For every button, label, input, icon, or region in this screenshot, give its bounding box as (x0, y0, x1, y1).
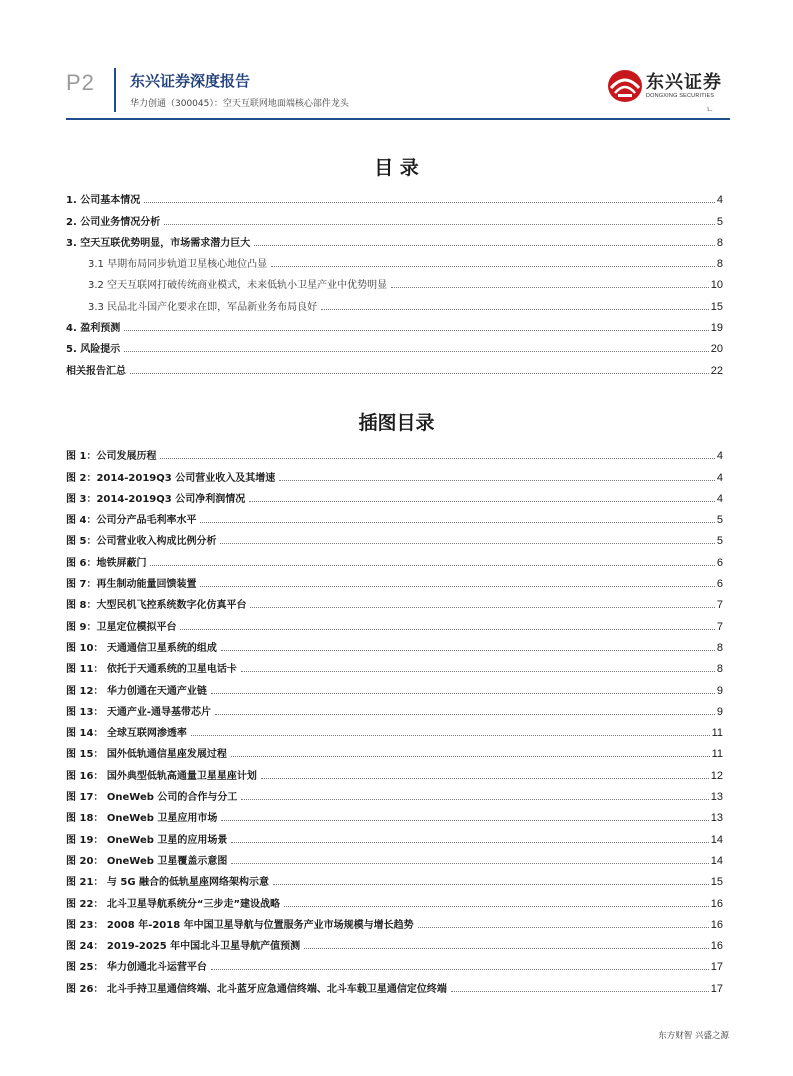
leader-dots (418, 926, 709, 928)
report-subtitle: 华力创通（300045）：空天互联网地面端核心部件龙头 (130, 99, 349, 109)
leader-dots (180, 628, 714, 630)
leader-dots (250, 606, 714, 608)
figure-entry-label: 图 5：公司营业收入构成比例分析 (66, 532, 218, 547)
figure-entry-label: 图 16： 国外典型低轨高通量卫星星座计划 (66, 767, 259, 782)
figure-entry[interactable] (66, 441, 723, 462)
figure-entry[interactable] (66, 952, 723, 973)
figure-entry-label: 图 3：2014-2019Q3 公司净利润情况 (66, 490, 247, 505)
leader-dots (273, 883, 709, 885)
figure-entry-label: 图 6：地铁屏蔽门 (66, 554, 148, 569)
figure-entry-label: 图 17： OneWeb 公司的合作与分工 (66, 788, 239, 803)
toc-entry-page: 15 (710, 300, 723, 313)
figure-entry-label: 图 14： 全球互联网渗透率 (66, 724, 189, 739)
toc-entry[interactable] (66, 355, 723, 376)
figure-entry-label: 图 11： 依托于天通系统的卫星电话卡 (66, 660, 239, 675)
leader-dots (221, 649, 715, 651)
figure-entry-page: 9 (716, 684, 723, 697)
leader-dots (304, 947, 709, 949)
toc-entry[interactable] (66, 270, 723, 291)
figure-entry-label: 图 15： 国外低轨通信星座发展过程 (66, 745, 229, 760)
leader-dots (191, 734, 710, 736)
figure-entry[interactable] (66, 526, 723, 547)
figure-entry-label: 图 1：公司发展历程 (66, 447, 158, 462)
toc-entry-page: 22 (710, 364, 723, 377)
figure-entry-page: 6 (716, 556, 723, 569)
figure-entry[interactable] (66, 547, 723, 568)
leader-dots (321, 308, 709, 310)
figure-entry-label: 图 7：再生制动能量回馈装置 (66, 575, 198, 590)
figure-entry[interactable] (66, 697, 723, 718)
figure-entry-label: 图 2：2014-2019Q3 公司营业收入及其增速 (66, 469, 277, 484)
footer-slogan: 东方财智 兴盛之源 (658, 1031, 729, 1041)
toc-entry-label: 相关报告汇总 (66, 362, 128, 377)
figure-entry-label: 图 12： 华力创通在天通产业链 (66, 682, 209, 697)
figure-entry[interactable] (66, 824, 723, 845)
leader-dots (220, 542, 714, 544)
figure-entry[interactable] (66, 484, 723, 505)
figure-entry[interactable] (66, 910, 723, 931)
leader-dots (200, 585, 714, 587)
toc-entry[interactable] (66, 334, 723, 355)
leader-dots (130, 372, 709, 374)
page-header (66, 62, 730, 120)
figure-entry[interactable] (66, 611, 723, 632)
leader-dots (144, 201, 715, 203)
logo-chinese-name: 东兴证券 (646, 72, 722, 93)
header-divider (114, 68, 116, 112)
toc-entry-page: 8 (716, 236, 723, 249)
figure-entry[interactable] (66, 569, 723, 590)
toc-entry[interactable] (66, 291, 723, 312)
leader-dots (221, 819, 708, 821)
figure-entry[interactable] (66, 846, 723, 867)
leader-dots (200, 521, 714, 523)
figure-entry-page: 5 (716, 514, 723, 527)
leader-dots (261, 777, 709, 779)
leader-dots (124, 329, 709, 331)
figure-entry[interactable] (66, 505, 723, 526)
leader-dots (231, 862, 708, 864)
logo-mark-icon (606, 66, 644, 106)
leader-dots (451, 990, 709, 992)
leader-dots (241, 670, 715, 672)
figure-entry-label: 图 10： 天通通信卫星系统的组成 (66, 639, 219, 654)
figure-entry-page: 15 (710, 876, 723, 889)
toc-list (66, 185, 723, 377)
figure-entry-page: 4 (716, 450, 723, 463)
figure-entry-label: 图 19： OneWeb 卫星的应用场景 (66, 831, 229, 846)
leader-dots (241, 798, 708, 800)
leader-dots (124, 350, 709, 352)
figure-entry-label: 图 26： 北斗手持卫星通信终端、北斗蓝牙应急通信终端、北斗车载卫星通信定位终端 (66, 980, 449, 995)
toc-title: 目 录 (374, 157, 419, 179)
figure-entry-page: 4 (716, 492, 723, 505)
leader-dots (271, 265, 715, 267)
toc-entry-label: 3.1 早期布局同步轨道卫星核心地位凸显 (88, 255, 269, 270)
toc-entry-page: 4 (716, 194, 723, 207)
toc-entry-label: 1. 公司基本情况 (66, 191, 142, 206)
figure-entry[interactable] (66, 888, 723, 909)
figure-entry-page: 16 (710, 918, 723, 931)
page-number-label: P2 (66, 70, 95, 95)
leader-dots (215, 713, 715, 715)
figure-entry-label: 图 20： OneWeb 卫星覆盖示意图 (66, 852, 229, 867)
figure-entry-label: 图 23： 2008 年-2018 年中国卫星导航与位置服务产业市场规模与增长趋势 (66, 916, 416, 931)
toc-entry-label: 3. 空天互联优势明显，市场需求潜力巨大 (66, 234, 252, 249)
figure-entry-page: 4 (716, 471, 723, 484)
figure-entry[interactable] (66, 739, 723, 760)
figure-entry[interactable] (66, 760, 723, 781)
logo-mark-note: ㄴ (706, 105, 714, 114)
figure-entry-label: 图 8：大型民机飞控系统数字化仿真平台 (66, 596, 248, 611)
figure-entry-page: 6 (716, 578, 723, 591)
figure-entry-page: 5 (716, 535, 723, 548)
figure-entry-page: 13 (710, 791, 723, 804)
leader-dots (279, 479, 715, 481)
logo-english-name: DONGXING SECURITIES (646, 93, 715, 99)
toc-entry-label: 2. 公司业务情况分析 (66, 213, 162, 228)
figure-entry-label: 图 4：公司分产品毛利率水平 (66, 511, 198, 526)
figure-entry-label: 图 21： 与 5G 融合的低轨星座网络架构示意 (66, 873, 271, 888)
header-rule (66, 118, 730, 120)
figure-entry-page: 12 (710, 769, 723, 782)
toc-entry-page: 10 (710, 279, 723, 292)
figure-entry-label: 图 25： 华力创通北斗运营平台 (66, 958, 209, 973)
figure-entry[interactable] (66, 590, 723, 611)
figure-entry[interactable] (66, 931, 723, 952)
figure-entry-label: 图 9：卫星定位模拟平台 (66, 618, 178, 633)
figure-entry-page: 7 (716, 620, 723, 633)
toc-entry[interactable] (66, 313, 723, 334)
toc-entry[interactable] (66, 185, 723, 206)
figure-entry-page: 9 (716, 705, 723, 718)
figure-entry-page: 14 (710, 854, 723, 867)
leader-dots (231, 755, 710, 757)
toc-entry-label: 4. 盈利预测 (66, 319, 122, 334)
figure-list-title: 插图目录 (358, 412, 435, 434)
toc-entry-label: 3.3 民品北斗国产化要求在即，军品新业务布局良好 (88, 298, 319, 313)
leader-dots (211, 968, 709, 970)
figure-entry[interactable] (66, 803, 723, 824)
figure-entry-page: 17 (710, 961, 723, 974)
dongxing-logo (606, 64, 730, 112)
figure-entry-page: 14 (710, 833, 723, 846)
figure-entry-label: 图 24： 2019-2025 年中国北斗卫星导航产值预测 (66, 937, 302, 952)
figure-entry-page: 16 (710, 940, 723, 953)
leader-dots (150, 564, 714, 566)
report-series-title: 东兴证券深度报告 (130, 72, 251, 90)
toc-entry-page: 20 (710, 343, 723, 356)
leader-dots (249, 500, 715, 502)
figure-entry-page: 16 (710, 897, 723, 910)
figure-entry[interactable] (66, 718, 723, 739)
leader-dots (231, 841, 708, 843)
figure-entry-label: 图 18： OneWeb 卫星应用市场 (66, 809, 219, 824)
figure-entry-page: 11 (711, 727, 723, 740)
figure-entry[interactable] (66, 654, 723, 675)
leader-dots (160, 457, 714, 459)
figure-list (66, 441, 723, 995)
figure-entry[interactable] (66, 675, 723, 696)
figure-entry-page: 17 (710, 982, 723, 995)
toc-entry-page: 19 (710, 322, 723, 335)
figure-entry-label: 图 13： 天通产业-通导基带芯片 (66, 703, 213, 718)
figure-entry[interactable] (66, 973, 723, 994)
figure-entry-page: 7 (716, 599, 723, 612)
figure-entry[interactable] (66, 867, 723, 888)
figure-entry-page: 13 (710, 812, 723, 825)
toc-entry[interactable] (66, 206, 723, 227)
toc-entry-page: 8 (716, 258, 723, 271)
toc-entry-label: 5. 风险提示 (66, 340, 122, 355)
leader-dots (164, 223, 715, 225)
leader-dots (391, 286, 709, 288)
figure-entry-label: 图 22： 北斗卫星导航系统分“三步走”建设战略 (66, 895, 282, 910)
toc-entry-page: 5 (716, 215, 723, 228)
figure-entry-page: 8 (716, 641, 723, 654)
figure-entry-page: 8 (716, 663, 723, 676)
toc-entry[interactable] (66, 228, 723, 249)
toc-entry[interactable] (66, 249, 723, 270)
figure-entry[interactable] (66, 633, 723, 654)
leader-dots (284, 905, 709, 907)
figure-entry[interactable] (66, 462, 723, 483)
figure-entry-page: 11 (711, 748, 723, 761)
toc-entry-label: 3.2 空天互联网打破传统商业模式，未来低轨小卫星产业中优势明显 (88, 276, 389, 291)
figure-entry[interactable] (66, 782, 723, 803)
leader-dots (254, 244, 715, 246)
leader-dots (211, 692, 715, 694)
